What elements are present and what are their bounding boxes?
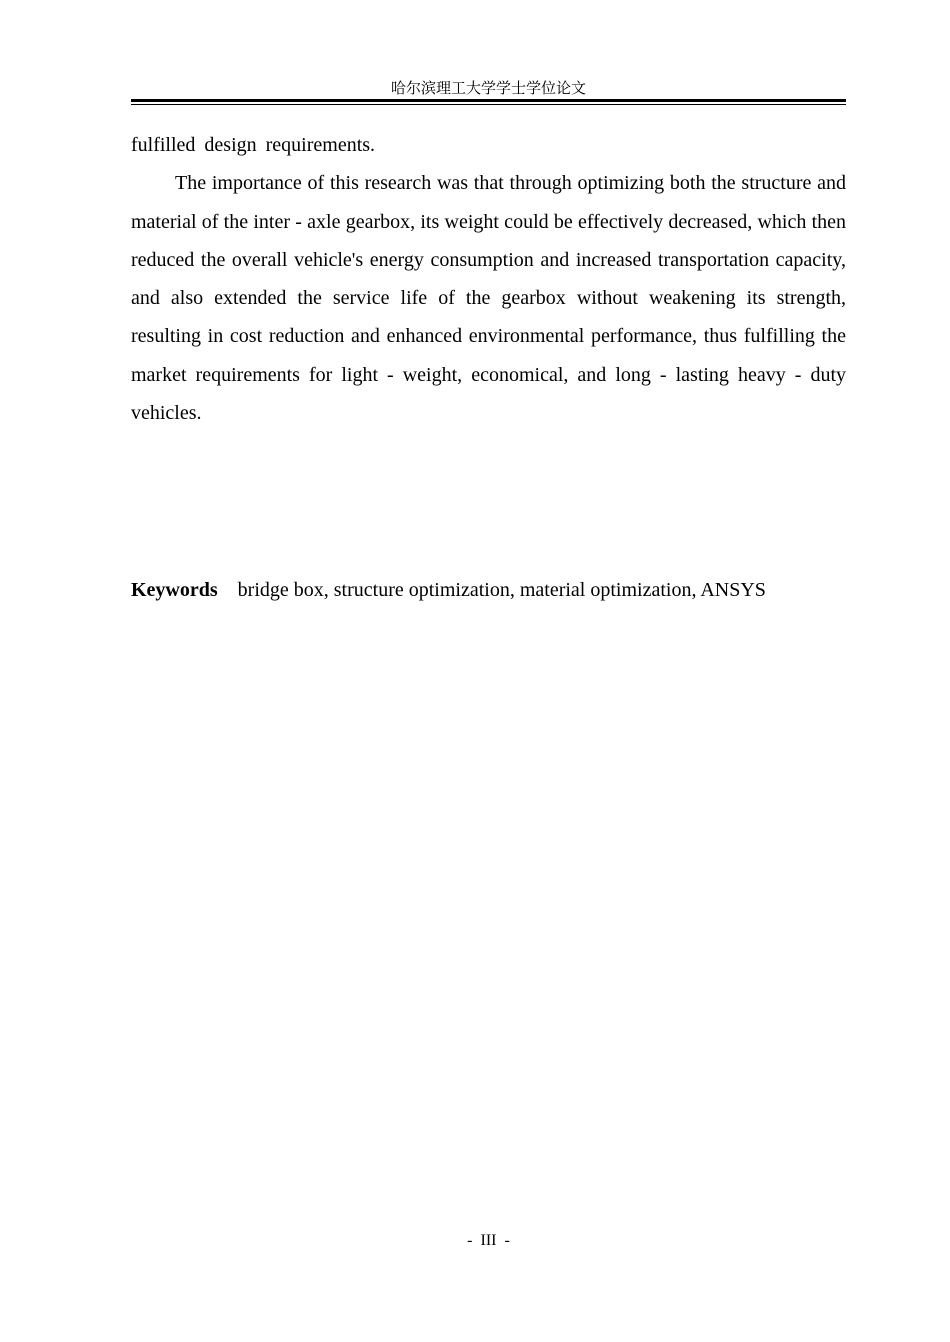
page-number: - III - bbox=[467, 1232, 510, 1249]
keywords-value: bridge box, structure optimization, material optimization, ANSYS bbox=[237, 579, 766, 601]
abstract-paragraph: The importance of this research was that through optimizing both the structure and material of the inter - axle gearbox, its weight could be effectively decreased, which then reduced the overall vehicle's energy consumption and increased transportation capacity, and also extended the service life of the gearbox without weakening its strength, resulting in cost reduction and enhanced environmental performance, thus fulfilling the market requirements for light - weight, economical, and long - lasting heavy - duty vehicles. bbox=[131, 172, 846, 425]
page-header: 哈尔滨理工大学学士学位论文 bbox=[390, 79, 586, 97]
body-text bbox=[131, 126, 846, 432]
continuation-line: fulfilled design requirements. bbox=[131, 134, 376, 156]
header-rule-thin bbox=[131, 104, 846, 105]
header-rule-thick bbox=[131, 99, 846, 102]
keywords-line bbox=[131, 573, 871, 607]
keywords-label: Keywords bbox=[131, 579, 218, 601]
